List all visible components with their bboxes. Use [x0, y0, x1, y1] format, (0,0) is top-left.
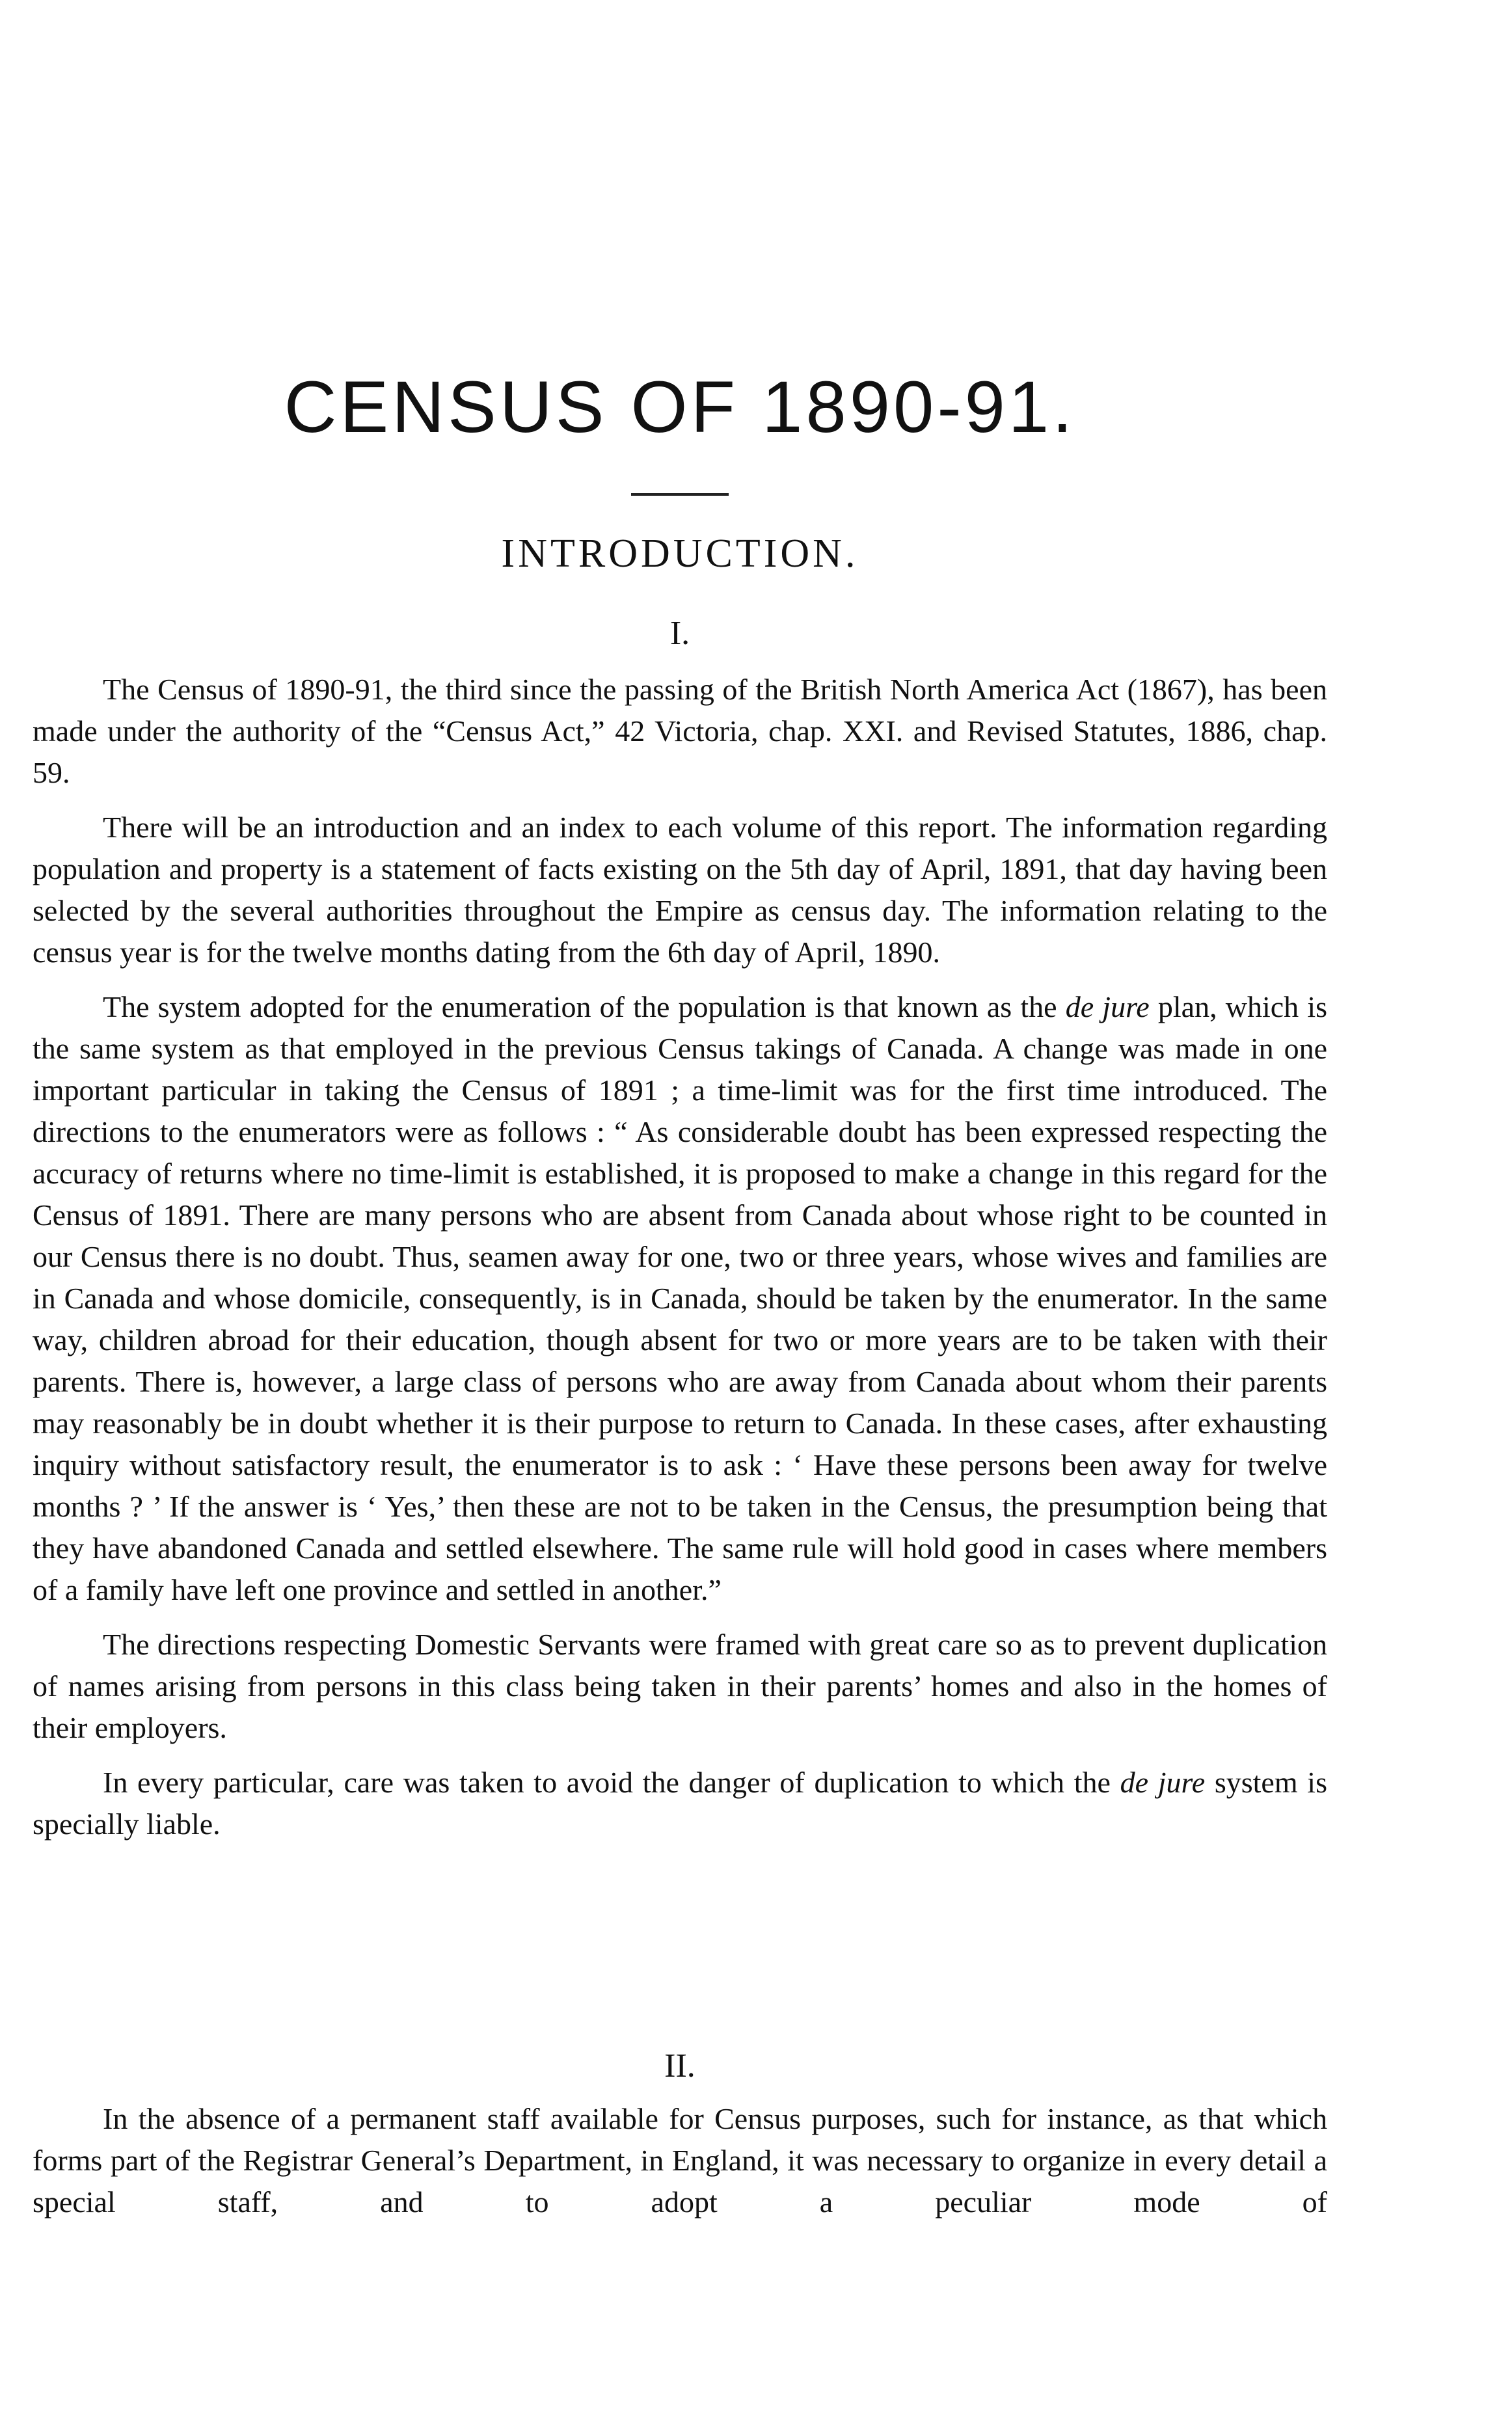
- paragraph-1-4: [33, 1624, 1327, 1749]
- text-run: In the absence of a permanent staff available for Census purposes, such for instance, as that which forms part of the Registrar General’s Department, in England, it was necessary to organize in every detail a special staff, and to adopt a peculiar mode of: [33, 2102, 1327, 2219]
- paragraph-1-1: [33, 669, 1327, 794]
- italic-term: de jure: [1120, 1766, 1206, 1799]
- text-run: The directions respecting Domestic Servants were framed with great care so as to prevent duplication of names arising from persons in this class being taken in their parents’ homes and also in the homes of their employers.: [33, 1628, 1327, 1744]
- section-heading-2: II.: [664, 2047, 695, 2084]
- paragraph-1-2: [33, 807, 1327, 973]
- paragraph-1-3: [33, 986, 1327, 1611]
- document-title: CENSUS OF 1890-91.: [284, 366, 1076, 448]
- paragraph-2-1: [33, 2098, 1327, 2223]
- title-divider: [631, 493, 729, 496]
- text-run: In every particular, care was taken to avoid the danger of duplication to which the: [103, 1766, 1120, 1799]
- text-run: system is specially liable.: [33, 1766, 1327, 1841]
- text-run: plan, which is the same system as that employed in the previous Census takings of Canada. A change was made in one important particular in taking the Census of 1891 ; a time-limit was for the first time introduced. The directions to the enumerators were as follows : “ As considerable doubt has been expressed respecting the accuracy of returns where no time-limit is established, it is proposed to make a change in this regard for the Census of 1891. There are many persons who are absent from Canada about whose right to be counted in our Census there is no doubt. Thus, seamen away for one, two or three years, whose wives and families are in Canada and whose domicile, consequently, is in Canada, should be taken by the enumerator. In the same way, children abroad for their education, though absent for two or more years are to be taken with their parents. There is, however, a large class of persons who are away from Canada about whom their parents may reasonably be in doubt whether it is their purpose to return to Canada. In these cases, after exhausting inquiry without satisfactory result, the enumerator is to ask : ‘ Have these persons been away for twelve months ? ’ If the answer is ‘ Yes,’ then these are not to be taken in the Census, the presumption being that they have abandoned Canada and settled elsewhere. The same rule will hold good in cases where members of a family have left one province and settled in another.”: [33, 990, 1328, 1606]
- text-run: The system adopted for the enumeration of the population is that known as the: [103, 990, 1066, 1023]
- section-heading-1: I.: [669, 615, 690, 652]
- text-run: There will be an introduction and an index to each volume of this report. The information regarding population and property is a statement of facts existing on the 5th day of April, 1891, that day having been selected by the several authorities throughout the Empire as census day. The information relating to the census year is for the twelve months dating from the 6th day of April, 1890.: [33, 811, 1327, 969]
- paragraph-1-5: [33, 1762, 1327, 1845]
- section-body-2: [33, 2098, 1327, 2236]
- section-body-1: [33, 669, 1327, 1858]
- document-subtitle: INTRODUCTION.: [501, 532, 859, 576]
- italic-term: de jure: [1065, 990, 1150, 1023]
- text-run: The Census of 1890-91, the third since the passing of the British North America Act (1867), has been made under the authority of the “Census Act,” 42 Victoria, chap. XXI. and Revised Statutes, 1886, chap. 59.: [33, 673, 1327, 789]
